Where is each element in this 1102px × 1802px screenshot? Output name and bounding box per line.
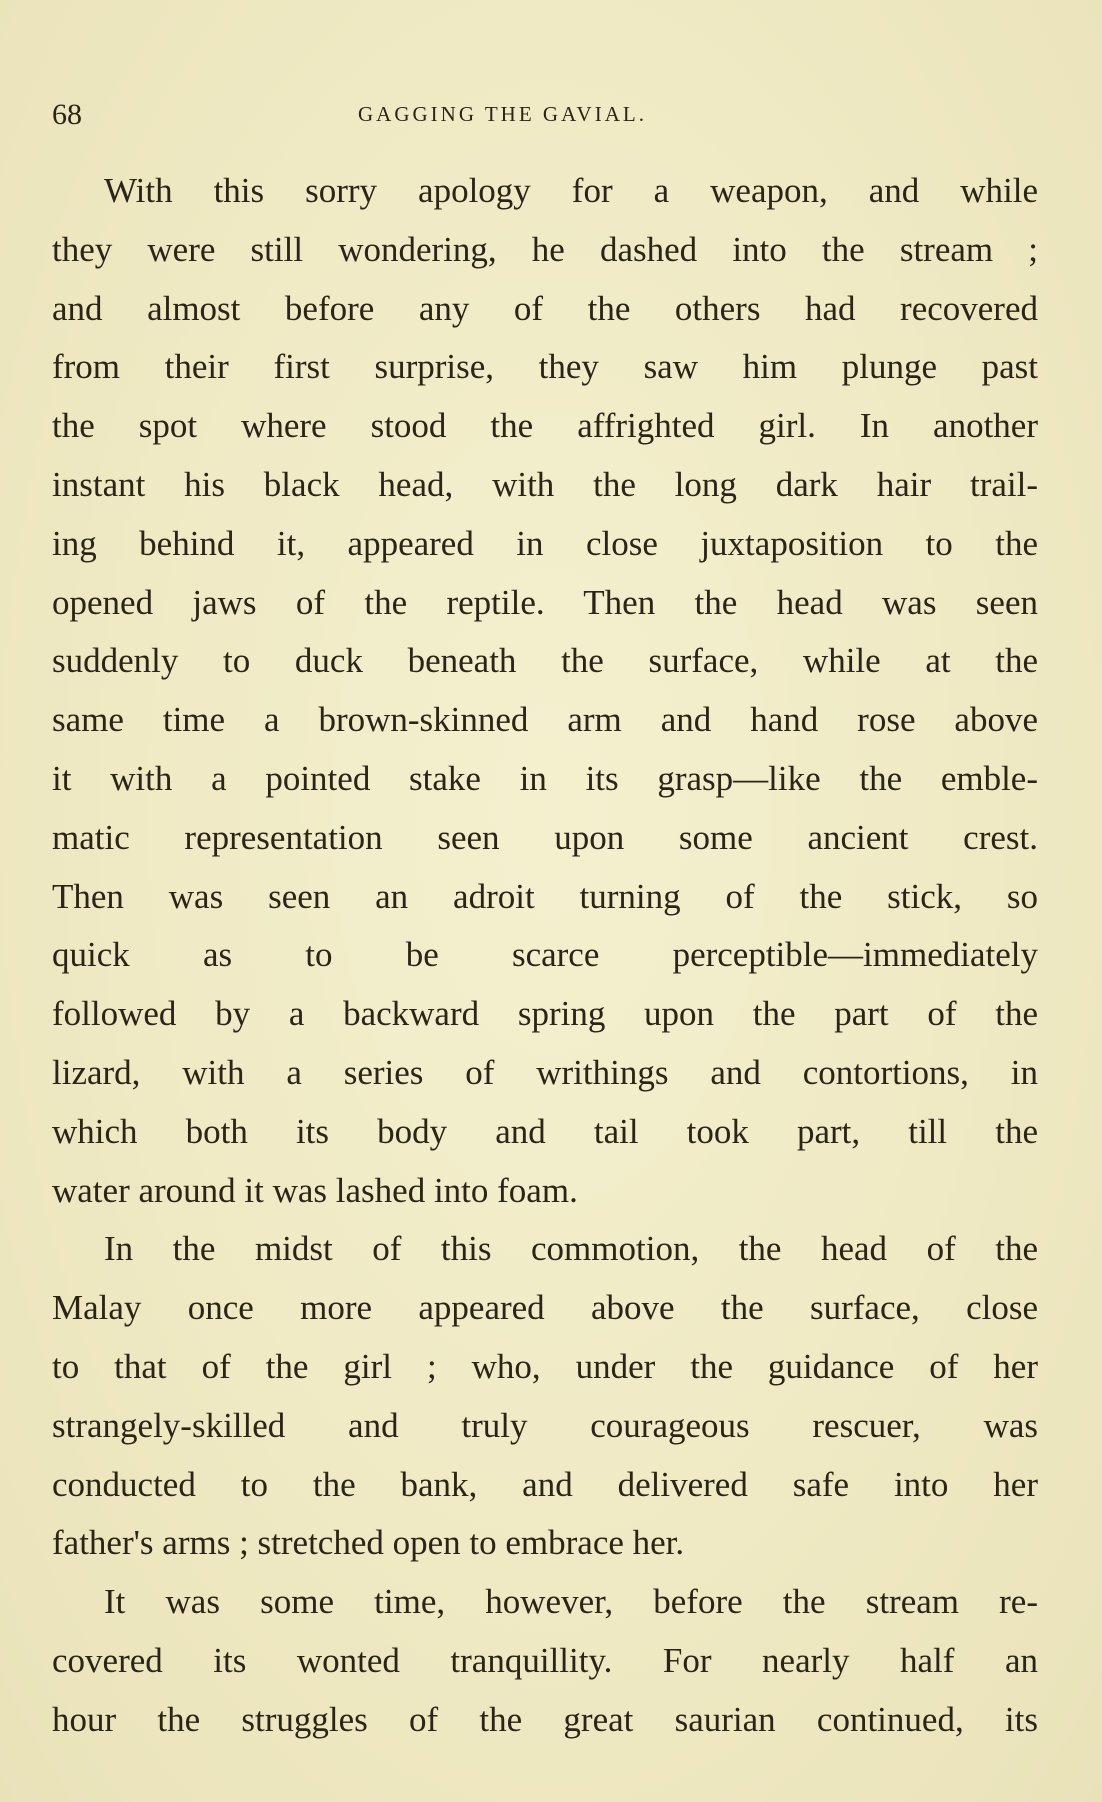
text-line: conducted to the bank, and delivered safe into her <box>52 1464 1038 1504</box>
text-line: water around it was lashed into foam. <box>52 1170 578 1210</box>
text-line: With this sorry apology for a weapon, and while <box>104 171 1038 210</box>
text-line: hour the struggles of the great saurian continued, its <box>52 1699 1038 1739</box>
text-line: it with a pointed stake in its grasp—like the emble- <box>52 758 1038 798</box>
text-line: strangely-skilled and truly courageous rescuer, was <box>52 1405 1038 1445</box>
text-line: Then was seen an adroit turning of the stick, so <box>52 876 1038 916</box>
text-line: same time a brown-skinned arm and hand rose above <box>52 700 1038 740</box>
text-line: covered its wonted tranquillity. For nearly half an <box>52 1640 1038 1680</box>
text-line: which both its body and tail took part, till the <box>52 1111 1038 1151</box>
text-line: instant his black head, with the long dark hair trail- <box>52 464 1038 504</box>
text-line: Malay once more appeared above the surface, close <box>52 1288 1038 1328</box>
body-text <box>52 162 1038 1750</box>
text-line: lizard, with a series of writhings and contortions, in <box>52 1052 1038 1092</box>
text-line: ing behind it, appeared in close juxtaposition to the <box>52 523 1038 563</box>
text-line: opened jaws of the reptile. Then the head was seen <box>52 582 1038 622</box>
text-line: suddenly to duck beneath the surface, while at the <box>52 641 1038 681</box>
text-line: from their first surprise, they saw him plunge past <box>52 347 1038 387</box>
page-header <box>0 98 1102 138</box>
text-line: followed by a backward spring upon the part of the <box>52 994 1038 1034</box>
text-line: father's arms ; stretched open to embrace her. <box>52 1523 685 1563</box>
running-title: GAGGING THE GAVIAL. <box>358 102 647 126</box>
text-line: the spot where stood the affrighted girl. In another <box>52 406 1038 446</box>
text-line: to that of the girl ; who, under the guidance of her <box>52 1346 1038 1386</box>
text-line: quick as to be scarce perceptible—immediately <box>52 935 1038 975</box>
text-line: matic representation seen upon some ancient crest. <box>52 817 1038 857</box>
text-line: It was some time, however, before the stream re- <box>104 1582 1038 1622</box>
text-line: In the midst of this commotion, the head of the <box>104 1229 1038 1269</box>
text-line: they were still wondering, he dashed into the stream ; <box>52 229 1038 269</box>
text-line: and almost before any of the others had recovered <box>52 288 1038 328</box>
page-number: 68 <box>52 98 82 131</box>
